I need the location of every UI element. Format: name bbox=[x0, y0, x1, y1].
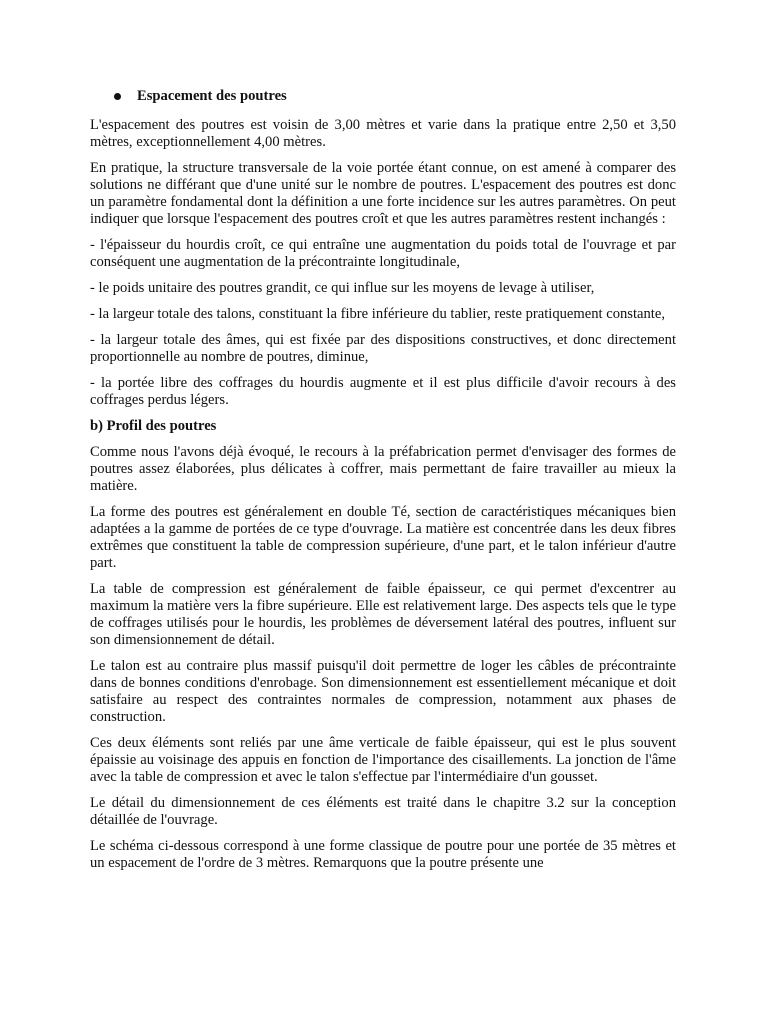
heading-text: Espacement des poutres bbox=[137, 88, 287, 104]
paragraph: La table de compression est généralement de faible épaisseur, ce qui permet d'excentrer au maximum la matière vers la fibre supérieure. Elle est relativement large. Des aspects tels que le type de coffrages utilisés pour le hourdis, les problèmes de déversement latéral des poutres, influent sur son dimensionnement de détail. bbox=[90, 581, 676, 648]
paragraph: La forme des poutres est généralement en double Té, section de caractéristiques mécaniques bien adaptées a la gamme de portées de ce type d'ouvrage. La matière est concentrée dans les deux fibres extrêmes que constituent la table de compression supérieure, d'une part, et le talon inférieur d'autre part. bbox=[90, 504, 676, 571]
list-paragraph: - la portée libre des coffrages du hourdis augmente et il est plus difficile d'avoir recours à des coffrages perdus légers. bbox=[90, 375, 676, 408]
list-paragraph: - l'épaisseur du hourdis croît, ce qui entraîne une augmentation du poids total de l'ouvrage et par conséquent une augmentation de la précontrainte longitudinale, bbox=[90, 237, 676, 270]
paragraph: Ces deux éléments sont reliés par une âme verticale de faible épaisseur, qui est le plus souvent épaissie au voisinage des appuis en fonction de l'importance des cisaillements. La jonction de l'âme avec la table de compression et avec le talon s'effectue par l'intermédiaire d'un gousset. bbox=[90, 735, 676, 785]
list-paragraph: - le poids unitaire des poutres grandit, ce qui influe sur les moyens de levage à utiliser, bbox=[90, 280, 595, 296]
bullet-icon bbox=[114, 93, 121, 100]
paragraph: Le talon est au contraire plus massif puisqu'il doit permettre de loger les câbles de précontrainte dans de bonnes conditions d'enrobage. Son dimensionnement est essentiellement mécanique et doit satisfaire au respect des contraintes normales de compression, notamment aux phases de construction. bbox=[90, 658, 676, 725]
list-paragraph: - la largeur totale des talons, constituant la fibre inférieure du tablier, reste pratiquement constante, bbox=[90, 306, 665, 322]
section-heading: b) Profil des poutres bbox=[90, 418, 217, 434]
list-paragraph: - la largeur totale des âmes, qui est fixée par des dispositions constructives, et donc directement proportionnelle au nombre de poutres, diminue, bbox=[90, 332, 676, 365]
paragraph: Comme nous l'avons déjà évoqué, le recours à la préfabrication permet d'envisager des formes de poutres assez élaborées, plus délicates à coffrer, mais permettant de faire travailler au mieux la matière. bbox=[90, 444, 676, 494]
paragraph: L'espacement des poutres est voisin de 3,00 mètres et varie dans la pratique entre 2,50 et 3,50 mètres, exceptionnellement 4,00 mètres. bbox=[90, 117, 676, 150]
bullet-heading bbox=[114, 88, 676, 105]
paragraph: Le schéma ci-dessous correspond à une forme classique de poutre pour une portée de 35 mètres et un espacement de l'ordre de 3 mètres. Remarquons que la poutre présente une bbox=[90, 838, 676, 871]
paragraph: Le détail du dimensionnement de ces éléments est traité dans le chapitre 3.2 sur la conception détaillée de l'ouvrage. bbox=[90, 795, 676, 828]
paragraph: En pratique, la structure transversale de la voie portée étant connue, on est amené à comparer des solutions ne différant que d'une unité sur le nombre de poutres. L'espacement des poutres est donc un paramètre fondamental dont la définition a une forte incidence sur les autres paramètres. On peut indiquer que lorsque l'espacement des poutres croît et que les autres paramètres restent inchangés : bbox=[90, 160, 676, 227]
